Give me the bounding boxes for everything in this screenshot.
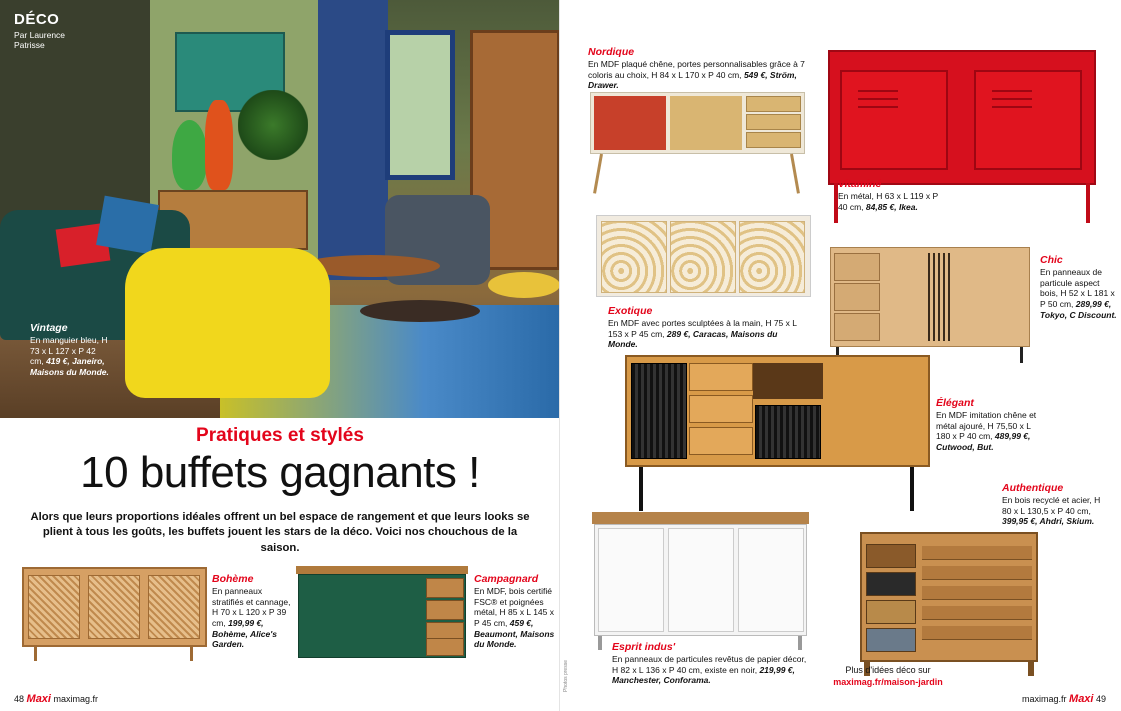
caption-nordique: Nordique En MDF plaqué chêne, portes personnalisables grâce à 7 coloris au choix, H 84 x L 170 x P 40 cm, 549 €, Ström, Drawer.	[588, 46, 805, 91]
exotique-buffet-image	[596, 215, 811, 305]
folio-right: maximag.fr Maxi 49	[1022, 693, 1107, 705]
more-ideas-link[interactable]: maximag.fr/maison-jardin	[833, 676, 943, 687]
caption-campagnard: Campagnard En MDF, bois certifié FSC® et poignées métal, H 85 x L 145 x P 45 cm, 459 €, Beaumont, Maisons du Monde.	[474, 573, 555, 650]
caption-elegant: Élégant En MDF imitation chêne et métal ajouré, H 75,50 x L 180 x P 40 cm, 489,99 €, Cutwood, But.	[936, 397, 1037, 452]
more-ideas: Plus d'idées déco sur maximag.fr/maison-jardin	[808, 665, 968, 688]
nordique-buffet-image	[590, 92, 805, 197]
intro-paragraph: Alors que leurs proportions idéales offrent un bel espace de rangement et que leurs looks se plient à tous les goûts, les buffets jouent les stars de la déco. Voici nos chouchous de la saison.	[30, 511, 530, 554]
caption-vintage: Vintage En manguier bleu, H 73 x L 127 x P 42 cm, 419 €, Janeiro, Maisons du Monde.	[30, 322, 109, 377]
authentique-buffet-image	[860, 532, 1038, 677]
folio-left: 48 Maxi maximag.fr	[14, 693, 99, 705]
boheme-buffet-image	[22, 567, 207, 662]
section-label: DÉCO	[14, 11, 60, 28]
left-page	[0, 0, 560, 711]
caption-boheme: Bohème En panneaux stratifiés et cannage, H 70 x L 120 x P 39 cm, 199,99 €, Bohème, Alice's Garden.	[212, 573, 291, 650]
elegant-buffet-image	[625, 355, 930, 515]
chic-buffet-image	[830, 247, 1030, 365]
author-byline: Par Laurence Patrisse	[14, 30, 66, 50]
esprit-indus-buffet-image	[592, 512, 809, 652]
kicker: Pratiques et stylés	[196, 425, 364, 446]
yellow-armchair	[125, 248, 330, 398]
caption-authentique: Authentique En bois recyclé et acier, H 80 x L 130,5 x P 40 cm, 399,95 €, Ahdri, Skium.	[1002, 482, 1101, 527]
caption-esprit-indus: Esprit indus' En panneaux de particules revêtus de papier décor, H 82 x L 136 x P 40 cm, existe en noir, 219,99 €, Manchester, Conforama.	[612, 641, 807, 686]
caption-exotique: Exotique En MDF avec portes sculptées à la main, H 75 x L 153 x P 45 cm, 289 €, Caracas, Maisons du Monde.	[608, 305, 797, 350]
headline: 10 buffets gagnants !	[80, 448, 480, 497]
campagnard-buffet-image	[296, 566, 468, 666]
caption-vitamine: Vitaminé En métal, H 63 x L 119 x P 40 cm, 84,85 €, Ikea.	[838, 178, 939, 212]
photo-credit: Photos presse	[563, 660, 569, 692]
caption-chic: Chic En panneaux de particule aspect bois, H 52 x L 181 x P 50 cm, 289,99 €, Tokyo, C Discount.	[1040, 254, 1117, 320]
